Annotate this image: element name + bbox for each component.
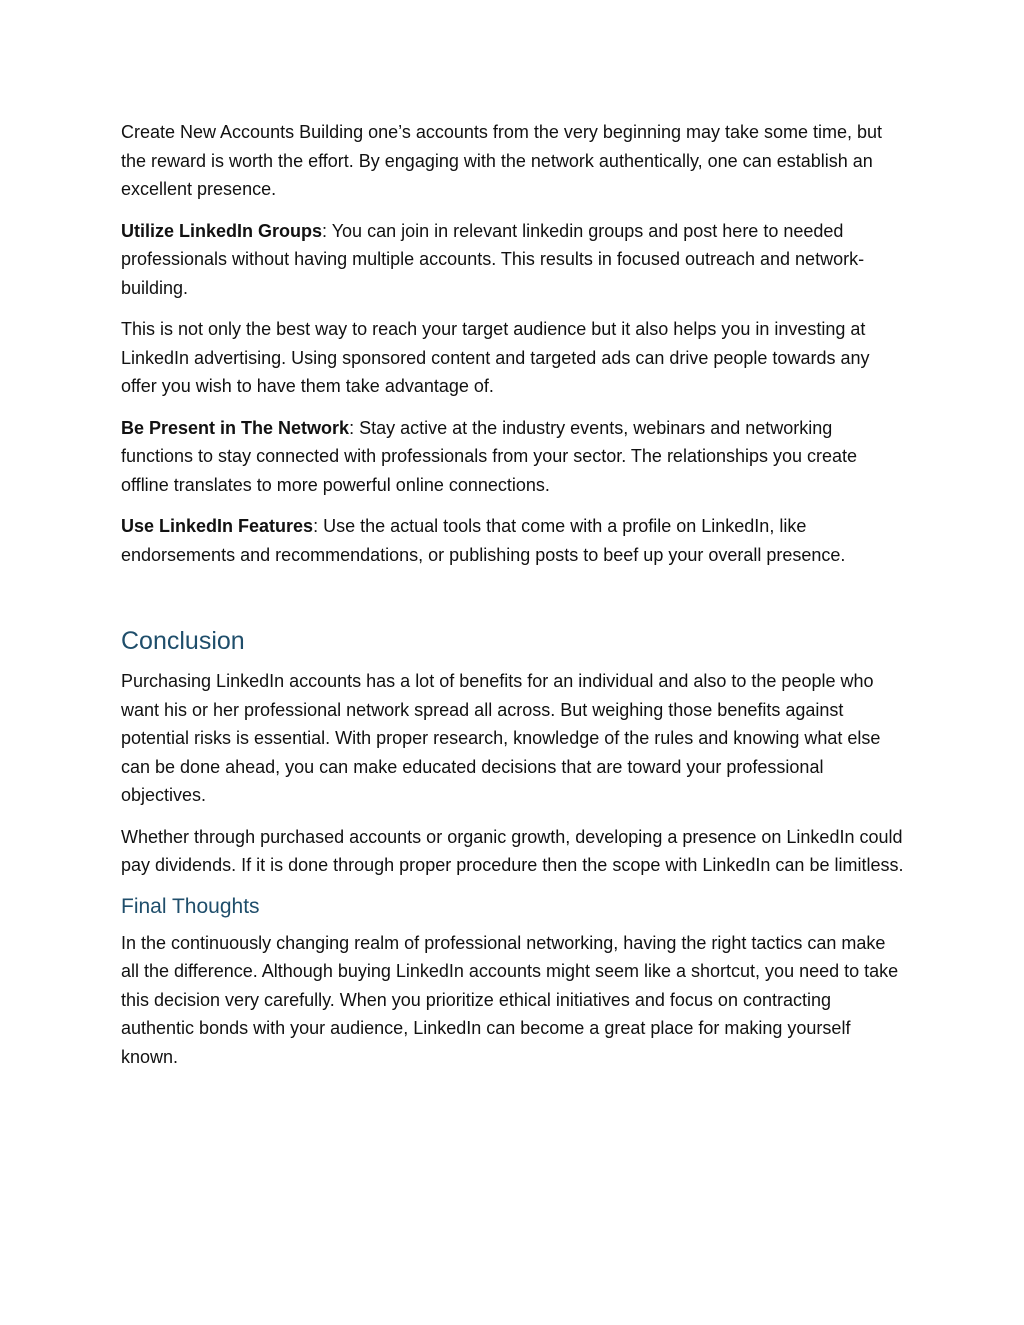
paragraph-text: : You can join in relevant linkedin groups and post here to needed professionals without having multiple accounts. This results in focused outreach and network-building.: [121, 220, 865, 298]
paragraph-text: Create New Accounts Building one’s accounts from the very beginning may take some time, but the reward is worth the effort. By engaging with the network authentically, one can establish an excellent presence.: [121, 122, 883, 199]
final-thoughts-heading: Final Thoughts: [121, 894, 260, 918]
paragraph-text: : Use the actual tools that come with a profile on LinkedIn, like endorsements and recommendations, or publishing posts to beef up your overall presence.: [121, 516, 846, 565]
paragraph-create-new-accounts: [121, 118, 906, 204]
document-page: [121, 118, 906, 1084]
paragraph-be-present-in-network: [121, 414, 906, 500]
paragraph-linkedin-advertising: [121, 315, 906, 401]
paragraph-lead: Be Present in The Network: [121, 417, 350, 438]
conclusion-heading: Conclusion: [121, 627, 245, 655]
conclusion-paragraph-2: Whether through purchased accounts or organic growth, developing a presence on LinkedIn could pay dividends. If it is done through proper procedure then the scope with LinkedIn can be limitless.: [121, 826, 904, 875]
conclusion-paragraph-1: Purchasing LinkedIn accounts has a lot of benefits for an individual and also to the people who want his or her professional network spread all across. But weighing those benefits against potential risks is essential. With proper research, knowledge of the rules and knowing what else can be done ahead, you can make educated decisions that are toward your professional objectives.: [121, 671, 881, 805]
paragraph-text: This is not only the best way to reach your target audience but it also helps you in investing at LinkedIn advertising. Using sponsored content and targeted ads can drive people towards any offer you wish to have them take advantage of.: [121, 319, 870, 396]
paragraph-utilize-linkedin-groups: [121, 217, 906, 303]
paragraph-lead: Utilize LinkedIn Groups: [121, 220, 323, 241]
paragraph-text: : Stay active at the industry events, webinars and networking functions to stay connected with professionals from your sector. The relationships you create offline translates to more powerful online connections.: [121, 417, 858, 495]
final-thoughts-paragraph: In the continuously changing realm of professional networking, having the right tactics can make all the difference. Although buying LinkedIn accounts might seem like a shortcut, you need to take this decision very carefully. When you prioritize ethical initiatives and focus on contracting authentic bonds with your audience, LinkedIn can become a great place for making yourself known.: [121, 932, 899, 1067]
paragraph-use-linkedin-features: [121, 512, 906, 569]
paragraph-lead: Use LinkedIn Features: [121, 516, 314, 536]
